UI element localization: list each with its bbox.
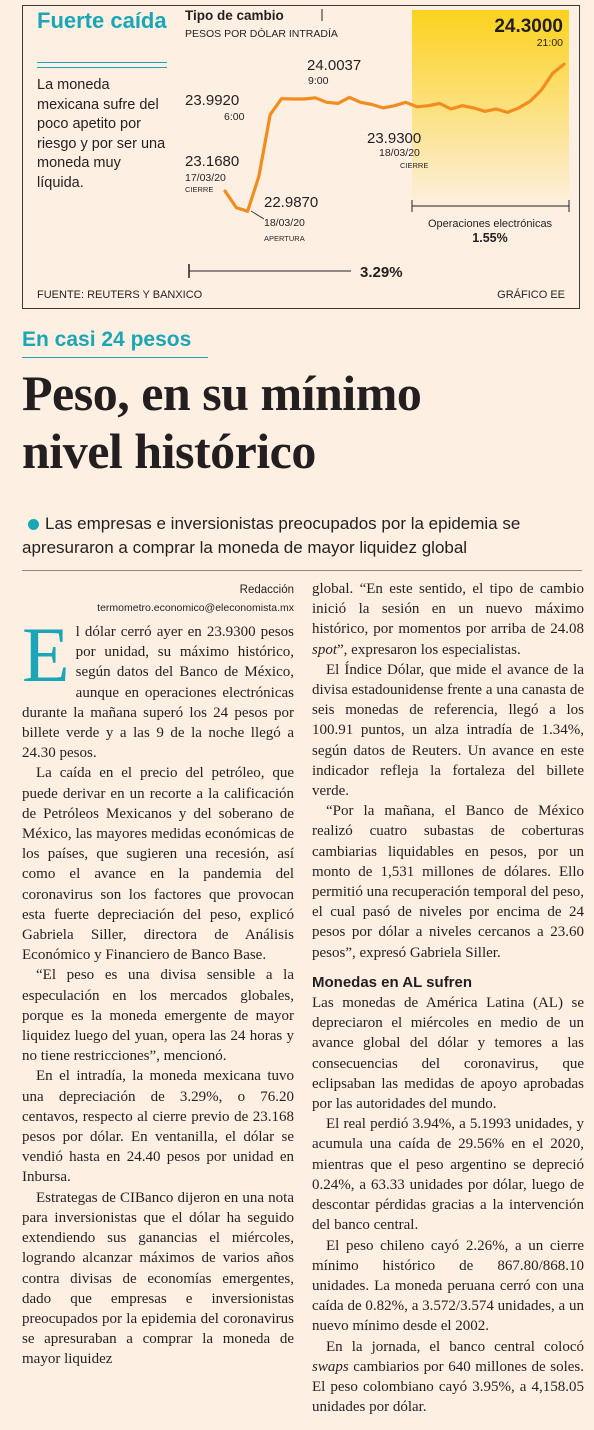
svg-text:APERTURA: APERTURA: [264, 234, 305, 243]
electronic-value: 1.55%: [472, 231, 508, 245]
sidebar-description: La moneda mexicana sufre del poco apetito por riesgo y por ser una moneda muy líquida.: [37, 77, 166, 191]
svg-text:24.3000: 24.3000: [494, 16, 563, 37]
annotation-close-prev: [185, 153, 239, 194]
article-subhead: Monedas en AL sufren: [312, 973, 473, 991]
article-column-1: [22, 611, 294, 1370]
svg-text:18/03/20: 18/03/20: [379, 147, 420, 159]
summary-bullet-icon: [28, 519, 39, 530]
article-paragraph: “Por la mañana, el Banco de México realizó cuatro subastas de coberturas cambiarias liquidables en pesos, por un monto de 1,531 millones de dólares. Ello permitió una recuperación temporal del peso, el cual pasó de niveles por encima de 24 pesos por dólar a niveles cercanos a 23.60 pesos”, expresó Gabriela Siller.: [312, 803, 584, 961]
electronic-label: Operaciones electrónicas: [427, 218, 553, 230]
svg-text:CIERRE: CIERRE: [400, 161, 429, 170]
chart-title: Tipo de cambio: [185, 8, 284, 23]
article-paragraph: La caída en el precio del petróleo, que puede derivar en un recorte a la calificación de Petróleos Mexicanos y del soberano de México, las mayores medidas económicas de los países, que sugieren una recesión, así como el avance en la pandemia del coronavirus son los factores que provocan esta fuerte depreciación del peso, explicó Gabriela Siller, directora de Análisis Económico y Financiero de Banco Base.: [22, 765, 294, 964]
annotation-6am: [185, 92, 245, 123]
article-paragraph: El dólar cerró ayer en 23.9300 pesos por unidad, su máximo histórico, según datos del Banco de México, aunque en operaciones electrónicas durante la mañana superó los 24 pesos por billete verde y a las 9 de la noche llegó a 24.30 pesos.: [22, 611, 294, 762]
svg-text:21:00: 21:00: [536, 37, 563, 49]
chart-source: FUENTE: REUTERS Y BANXICO: [37, 289, 203, 301]
annotation-open-leader: [251, 211, 264, 219]
drop-cap: E: [22, 611, 70, 698]
byline-email[interactable]: termometro.economico@eleconomista.mx: [97, 602, 294, 614]
article-paragraph: El real perdió 3.94%, a 5.1993 unidades, y acumula una caída de 29.56% en el 2020, mientras que el peso argentino se depreció 0.24%, a 63.33 unidades por dólar, luego de descontar pérdidas gracias a la intervención del banco central.: [312, 1116, 584, 1234]
annotation-close: [367, 130, 428, 170]
svg-text:24.0037: 24.0037: [307, 57, 362, 74]
article-column-2: [312, 579, 584, 1417]
annotation-open: [264, 194, 318, 243]
svg-text:18/03/20: 18/03/20: [264, 217, 305, 229]
article-summary: Las empresas e inversionistas preocupados por la epidemia se apresuraron a comprar la moneda de mayor liquidez global: [22, 514, 521, 557]
annotation-9am: [307, 57, 361, 87]
summary-rule: [22, 570, 582, 571]
article-headline: Peso, en su mínimo nivel histórico: [22, 365, 422, 479]
svg-text:17/03/20: 17/03/20: [185, 172, 226, 184]
sidebar-title: Fuerte caída: [37, 8, 167, 33]
article-kicker: En casi 24 pesos: [22, 328, 192, 351]
kicker-rule: [22, 357, 208, 358]
total-change-value: 3.29%: [360, 264, 403, 281]
svg-text:CIERRE: CIERRE: [185, 185, 214, 194]
article-paragraph: En el intradía, la moneda mexicana tuvo una depreciación de 3.29%, o 76.20 centavos, respecto al cierre previo de 23.168 pesos por dólar. En ventanilla, el dólar se vendió hasta en 24.40 pesos por unidad en Inbursa.: [22, 1068, 294, 1186]
article-paragraph: Estrategas de CIBanco dijeron en una nota para inversionistas que el dólar ha seguido extendiendo sus ganancias el miércoles, logrando alcanzar máximos de varios años contra divisas de economías emergentes, dado que empresas e inversionistas preocupados por la epidemia del coronavirus se apresuraban a comprar la moneda de mayor liquidez: [22, 1189, 294, 1368]
article-paragraph: El Índice Dólar, que mide el avance de la divisa estadounidense frente a una canasta de seis monedas de referencia, llegó a los 100.91 puntos, un alza intradía de 1.34%, según datos de Reuters. Un avance en este indicador refleja la fortaleza del billete verde.: [312, 661, 584, 800]
exchange-rate-chart: [23, 6, 579, 308]
article-paragraph: Las monedas de América Latina (AL) se depreciaron el miércoles en medio de un avance global del dólar y temores a las consecuencias del coronavirus, que eclipsaban las medidas de apoyo aprobadas por las autoridades del mundo.: [312, 995, 584, 1113]
article-paragraph: “El peso es una divisa sensible a la especulación en los mercados globales, porque es la moneda emergente de mayor liquidez luego del yuan, opera las 24 horas y no tiene restricciones”, mencionó.: [22, 967, 294, 1065]
svg-text:9:00: 9:00: [308, 75, 329, 87]
byline-name: Redacción: [239, 584, 294, 596]
svg-text:23.1680: 23.1680: [185, 153, 240, 170]
svg-text:23.9300: 23.9300: [367, 130, 422, 147]
svg-text:23.9920: 23.9920: [185, 92, 240, 109]
svg-text:22.9870: 22.9870: [264, 194, 319, 211]
article-paragraph: El peso chileno cayó 2.26%, a un cierre mínimo histórico de 867.80/868.10 unidades. La moneda peruana cerró con una caída de 0.82%, a 3.572/3.574 unidades, a un nuevo mínimo desde el 2002.: [312, 1237, 584, 1335]
chart-subtitle: PESOS POR DÓLAR INTRADÍA: [185, 28, 338, 40]
article-paragraph: En la jornada, el banco central colocó swaps cambiarios por 640 millones de soles. El peso colombiano cayó 3.95%, a 4,158.05 unidades por dólar.: [312, 1338, 584, 1416]
chart-credit: GRÁFICO EE: [497, 289, 565, 301]
svg-text:6:00: 6:00: [224, 111, 245, 123]
chart-box: [22, 5, 580, 309]
article-paragraph: global. “En este sentido, el tipo de cambio inició la sesión en un nuevo máximo histórico, por momentos por arriba de 24.08 spot”, expresaron los especialistas.: [312, 581, 584, 658]
